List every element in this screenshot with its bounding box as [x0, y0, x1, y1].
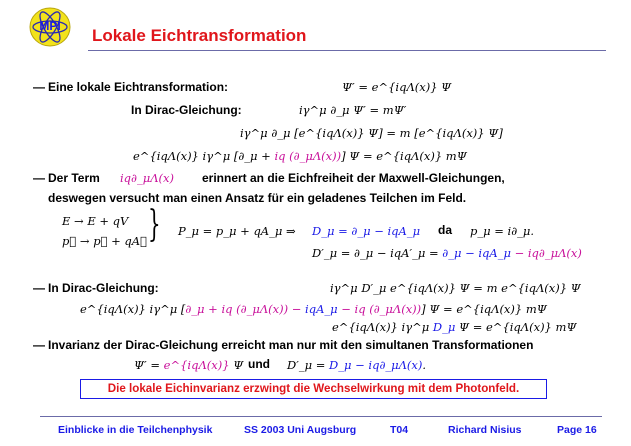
l8-d: iqA_μ [305, 302, 338, 316]
l9-b: D_μ [432, 320, 456, 334]
sub-dp-a: D′_μ = ∂_μ − iqA′_μ = [312, 246, 443, 260]
logo-text: MPI [39, 19, 61, 33]
conclusion-box: Die lokale Eichinvarianz erzwingt die Wechselwirkung mit dem Photonfeld. [80, 379, 547, 399]
page-title: Lokale Eichtransformation [92, 26, 307, 45]
l11-d: D′_μ = [287, 358, 330, 372]
l11-b: e^{iqΛ(x)} [163, 358, 230, 372]
l5-term: iq∂_μΛ(x) [120, 171, 174, 185]
sub-pmu: p_μ = i∂_μ. [470, 224, 535, 238]
sub-da: da [438, 223, 453, 237]
l1-math: Ψ′ = e^{iqΛ(x)} Ψ [342, 80, 452, 94]
l7-label: In Dirac-Gleichung: [48, 281, 159, 295]
mpi-logo [28, 6, 72, 48]
l8-e: − iq (∂_μΛ(x)) [337, 302, 422, 316]
l8-b: ∂_μ + iq (∂_μΛ(x)) [185, 302, 289, 316]
footer-divider [40, 416, 602, 417]
brace: } [148, 204, 161, 245]
l11-math-left [134, 358, 243, 372]
footer-code: T04 [390, 424, 409, 436]
l5-label: Der Term [48, 171, 100, 185]
bullet: — [33, 171, 45, 185]
l5-rest: erinnert an die Eichfreiheit der Maxwell-Gleichungen, [202, 171, 505, 185]
l6-text: deswegen versucht man einen Ansatz für ein geladenes Teilchen im Feld. [48, 191, 467, 205]
l1-label: Eine lokale Eichtransformation: [48, 80, 229, 94]
footer-author: Richard Nisius [448, 424, 522, 436]
bullet: — [33, 80, 45, 94]
l9-a: e^{iqΛ(x)} iγ^μ [332, 320, 433, 334]
l9-math [332, 320, 577, 334]
footer-course: Einblicke in die Teilchenphysik [58, 424, 213, 436]
l4-math [133, 149, 467, 163]
sub-P: P_μ = p_μ + qA_μ ⇒ [178, 224, 296, 238]
footer-term: SS 2003 Uni Augsburg [244, 424, 357, 436]
l8-math [80, 302, 547, 316]
sub-D: D_μ = ∂_μ − iqA_μ [312, 224, 421, 238]
l2-math: iγ^μ ∂_μ Ψ′ = mΨ′ [299, 103, 407, 117]
footer-page: Page 16 [557, 424, 597, 436]
l11-c: Ψ [229, 358, 244, 372]
sub-energy: E → E + qV [62, 214, 129, 228]
l9-c: Ψ = e^{iqΛ(x)} mΨ [455, 320, 577, 334]
l2-label: In Dirac-Gleichung: [131, 103, 242, 117]
bullet: — [33, 281, 45, 295]
l10-text: Invarianz der Dirac-Gleichung erreicht man nur mit den simultanen Transformationen [48, 338, 534, 352]
l11-math-right [287, 358, 426, 372]
title-divider [88, 50, 606, 51]
sub-momentum: p⃗ → p⃗ + qA⃗ [62, 234, 147, 248]
l11-e: D_μ − iq∂_μΛ(x) [329, 358, 423, 372]
bullet: — [33, 338, 45, 352]
l11-f: . [422, 358, 427, 372]
l8-a: e^{iqΛ(x)} iγ^μ [ [80, 302, 186, 316]
l4-c: ] Ψ = e^{iqΛ(x)} mΨ [341, 149, 467, 163]
sub-Dprime [312, 246, 582, 260]
l11-a: Ψ′ = [134, 358, 164, 372]
l3-math: iγ^μ ∂_μ [e^{iqΛ(x)} Ψ] = m [e^{iqΛ(x)} Ψ] [240, 126, 503, 140]
sub-dp-c: − iq∂_μΛ(x) [510, 246, 582, 260]
l11-und: und [248, 357, 270, 371]
l7-math: iγ^μ D′_μ e^{iqΛ(x)} Ψ = m e^{iqΛ(x)} Ψ [330, 281, 581, 295]
l4-a: e^{iqΛ(x)} iγ^μ [∂_μ + [133, 149, 275, 163]
l8-c: − [288, 302, 306, 316]
sub-dp-b: ∂_μ − iqA_μ [442, 246, 511, 260]
l4-b: iq (∂_μΛ(x)) [274, 149, 342, 163]
l8-f: ] Ψ = e^{iqΛ(x)} mΨ [421, 302, 547, 316]
